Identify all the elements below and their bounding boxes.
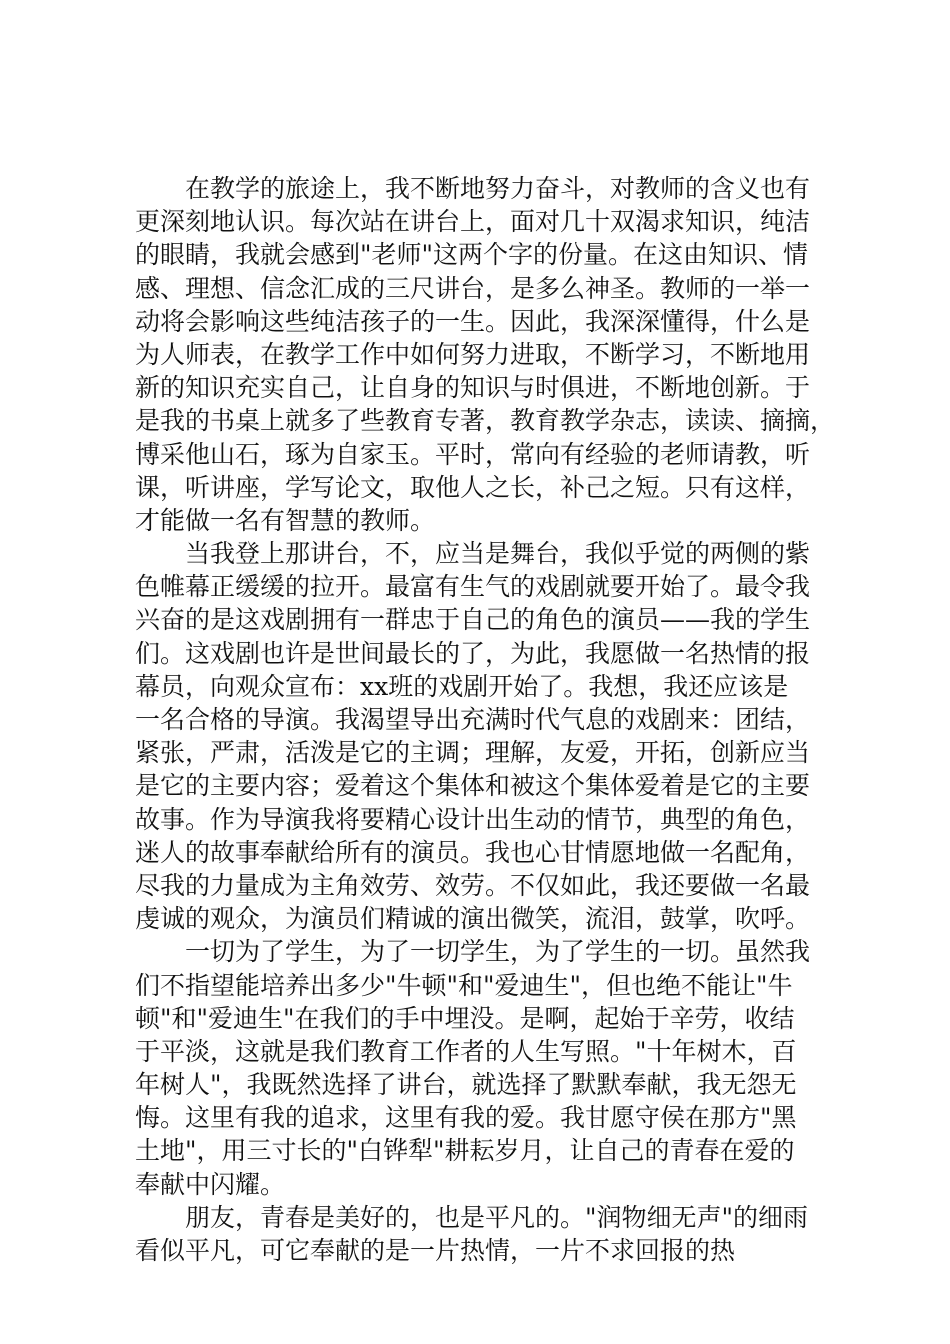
text-line: 动将会影响这些纯洁孩子的一生。因此，我深深懂得，什么是 bbox=[135, 306, 811, 336]
text-line: 当我登上那讲台，不，应当是舞台，我似乎觉的两侧的紫 bbox=[185, 539, 811, 569]
text-line: 看似平凡，可它奉献的是一片热情，一片不求回报的热 bbox=[135, 1236, 736, 1265]
text-line: 们不指望能培养出多少"牛顿"和"爱迪生"，但也绝不能让"牛 bbox=[135, 970, 793, 1000]
text-line: 博采他山石，琢为自家玉。平时，常向有经验的老师请教，听 bbox=[135, 439, 811, 469]
paragraph bbox=[135, 935, 835, 1201]
text-line: 幕员，向观众宣布：xx班的戏剧开始了。我想，我还应该是 bbox=[135, 671, 789, 701]
text-line: 一切为了学生，为了一切学生，为了学生的一切。虽然我 bbox=[185, 937, 811, 967]
text-line: 紧张，严肃，活泼是它的主调；理解，友爱，开拓，创新应当 bbox=[135, 738, 811, 768]
text-line: 在教学的旅途上，我不断地努力奋斗，对教师的含义也有 bbox=[185, 174, 811, 203]
text-line: 们。这戏剧也许是世间最长的了，为此，我愿做一名热情的报 bbox=[135, 638, 811, 668]
text-line: 悔。这里有我的追求，这里有我的爱。我甘愿守侯在那方"黑 bbox=[135, 1103, 797, 1133]
text-line: 奉献中闪耀。 bbox=[135, 1169, 286, 1199]
body-text bbox=[135, 172, 835, 1267]
text-line: 新的知识充实自己，让自身的知识与时俱进，不断地创新。于 bbox=[135, 373, 811, 403]
text-line: 是我的书桌上就多了些教育专著，教育教学杂志，读读、摘摘， bbox=[135, 406, 836, 436]
text-line: 尽我的力量成为主角效劳、效劳。不仅如此，我还要做一名最 bbox=[135, 870, 811, 900]
text-line: 一名合格的导演。我渴望导出充满时代气息的戏剧来：团结， bbox=[135, 705, 811, 734]
text-line: 为人师表，在教学工作中如何努力进取，不断学习，不断地用 bbox=[135, 339, 811, 369]
paragraph bbox=[135, 537, 835, 935]
text-line: 迷人的故事奉献给所有的演员。我也心甘情愿地做一名配角， bbox=[135, 837, 811, 867]
text-line: 虔诚的观众，为演员们精诚的演出微笑，流泪，鼓掌，吹呼。 bbox=[135, 904, 811, 934]
text-line: 兴奋的是这戏剧拥有一群忠于自己的角色的演员——我的学生 bbox=[135, 605, 811, 635]
text-line: 更深刻地认识。每次站在讲台上，面对几十双渴求知识，纯洁 bbox=[135, 207, 811, 237]
text-line: 年树人"，我既然选择了讲台，就选择了默默奉献，我无怨无 bbox=[135, 1070, 797, 1100]
text-line: 故事。作为导演我将要精心设计出生动的情节，典型的角色， bbox=[135, 804, 811, 834]
text-line: 才能做一名有智慧的教师。 bbox=[135, 505, 436, 535]
paragraph bbox=[135, 1201, 835, 1267]
text-line: 土地"，用三寸长的"白铧犁"耕耘岁月，让自己的青春在爱的 bbox=[135, 1136, 795, 1166]
paragraph bbox=[135, 172, 835, 537]
text-line: 的眼睛，我就会感到"老师"这两个字的份量。在这由知识、情 bbox=[135, 240, 809, 270]
text-line: 朋友，青春是美好的，也是平凡的。"润物细无声"的细雨 bbox=[185, 1202, 809, 1232]
text-line: 感、理想、信念汇成的三尺讲台，是多么神圣。教师的一举一 bbox=[135, 273, 811, 303]
text-line: 色帷幕正缓缓的拉开。最富有生气的戏剧就要开始了。最令我 bbox=[135, 572, 811, 602]
text-line: 是它的主要内容；爱着这个集体和被这个集体爱着是它的主要 bbox=[135, 771, 811, 801]
text-line: 课，听讲座，学写论文，取他人之长，补己之短。只有这样， bbox=[135, 472, 811, 502]
text-line: 顿"和"爱迪生"在我们的手中埋没。是啊，起始于辛劳，收结 bbox=[135, 1003, 795, 1033]
text-line: 于平淡，这就是我们教育工作者的人生写照。"十年树木，百 bbox=[135, 1036, 797, 1066]
